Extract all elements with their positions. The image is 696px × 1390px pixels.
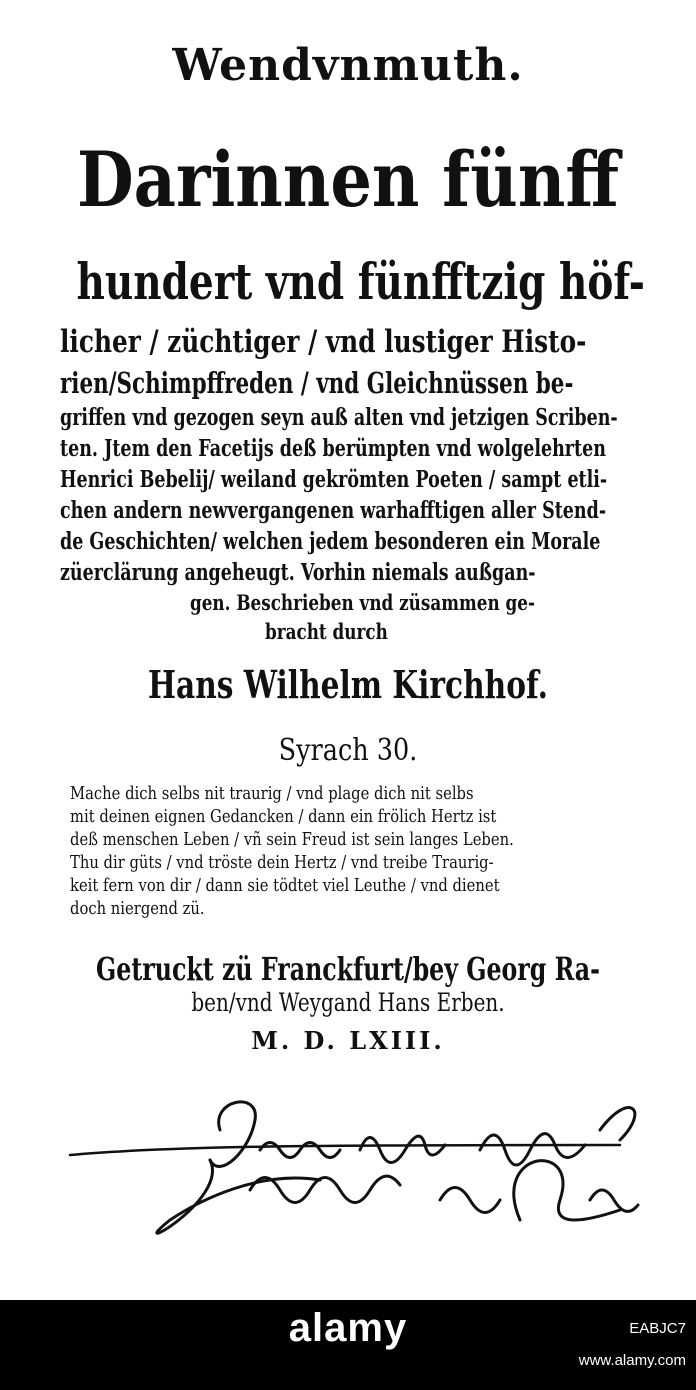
book-title: Wendvnmuth. bbox=[172, 40, 524, 91]
body-line: licher / züchtiger / vnd lustiger Histo- bbox=[60, 324, 587, 360]
author-name: Hans Wilhelm Kirchhof. bbox=[148, 662, 548, 707]
quote-line: mit deinen eignen Gedancken / dann ein frölich Hertz ist bbox=[70, 806, 497, 827]
body-line: züerclärung angeheugt. Vorhin niemals außgan- bbox=[60, 559, 536, 586]
body-line: de Geschichten/ welchen jedem besonderen ein Morale bbox=[60, 528, 601, 555]
alamy-logo: alamy bbox=[288, 1306, 408, 1350]
scripture-reference: Syrach 30. bbox=[278, 733, 418, 768]
body-line: chen andern newvergangenen warhafftigen aller Stend- bbox=[60, 497, 607, 524]
body-line: ten. Jtem den Facetijs deß berümpten vnd wolgelehrten bbox=[60, 435, 606, 462]
quote-line: deß menschen Leben / vñ sein Freud ist sein langes Leben. bbox=[70, 829, 514, 850]
body-line: griffen vnd gezogen seyn auß alten vnd jetzigen Scriben- bbox=[60, 404, 618, 431]
publication-year: M. D. LXIII. bbox=[251, 1026, 445, 1055]
quote-line: Thu dir güts / vnd tröste dein Hertz / vnd treibe Traurig- bbox=[70, 852, 494, 873]
subheading: hundert vnd fünfftzig höf- bbox=[76, 252, 645, 311]
body-line: rien/Schimpffreden / vnd Gleichnüssen be- bbox=[60, 366, 574, 400]
body-text bbox=[60, 320, 650, 646]
heading: Darinnen fünff bbox=[76, 135, 619, 224]
imprint-line: Getruckt zü Franckfurt/bey Georg Ra- bbox=[96, 950, 600, 988]
quote-block bbox=[70, 782, 630, 920]
watermark-url: www.alamy.com bbox=[578, 1352, 686, 1369]
body-line: bracht durch bbox=[265, 619, 388, 644]
handwritten-signature bbox=[60, 1090, 660, 1270]
quote-line: doch niergend zü. bbox=[70, 898, 205, 919]
body-line: gen. Beschrieben vnd züsammen ge- bbox=[190, 590, 535, 615]
imprint-line: ben/vnd Weygand Hans Erben. bbox=[191, 988, 505, 1017]
quote-line: keit fern von dir / dann sie tödtet viel Leuthe / vnd dienet bbox=[70, 875, 500, 896]
body-line: Henrici Bebelij/ weiland gekrömten Poeten / sampt etli- bbox=[60, 466, 608, 493]
image-code: EABJC7 bbox=[629, 1320, 686, 1337]
quote-line: Mache dich selbs nit traurig / vnd plage dich nit selbs bbox=[70, 783, 474, 804]
